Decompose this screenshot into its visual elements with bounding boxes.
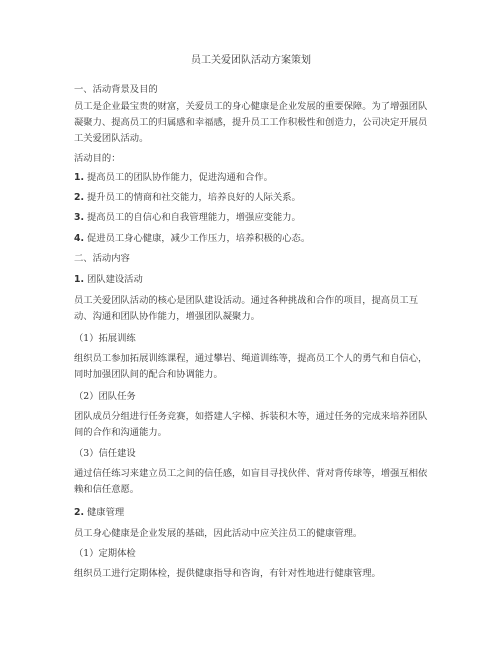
goal-item-1 bbox=[74, 170, 432, 186]
goal-text: 提高员工的团队协作能力，促进沟通和合作。 bbox=[86, 172, 273, 183]
item-title-text: 健康管理 bbox=[86, 507, 125, 518]
item1-sub3-text: 通过信任练习来建立员工之间的信任感，如盲目寻找伙伴、背对背传球等，增强互相依赖和信任意愿。 bbox=[74, 468, 428, 495]
document-title: 员工关爱团队活动方案策划 bbox=[191, 55, 311, 66]
item2-title bbox=[74, 505, 432, 521]
item-title-text: 团队建设活动 bbox=[86, 274, 143, 285]
item-number: 1. bbox=[74, 274, 85, 285]
goal-text: 提高员工的自信心和自我管理能力，增强应变能力。 bbox=[86, 212, 301, 223]
goal-number: 1. bbox=[74, 172, 85, 183]
goals-label: 活动目的： bbox=[74, 153, 121, 164]
goal-number: 4. bbox=[74, 233, 85, 244]
item1-sub2-title: （2）团队任务 bbox=[74, 391, 136, 402]
item1-sub1-title: （1）拓展训练 bbox=[74, 333, 136, 344]
item2-intro: 员工身心健康是企业发展的基础，因此活动中应关注员工的健康管理。 bbox=[74, 528, 363, 539]
item1-title bbox=[74, 272, 432, 288]
goal-text: 促进员工身心健康，减少工作压力，培养积极的心态。 bbox=[86, 233, 311, 244]
item1-sub2-text: 团队成员分组进行任务竞赛，如搭建人字梯、拆装积木等，通过任务的完成来培养团队间的合作和沟通能力。 bbox=[74, 411, 428, 438]
item2-sub1-title: （1）定期体检 bbox=[74, 548, 136, 559]
goal-text: 提升员工的情商和社交能力，培养良好的人际关系。 bbox=[86, 192, 301, 203]
item1-sub3-title: （3）信任建设 bbox=[74, 448, 136, 459]
goal-number: 2. bbox=[74, 192, 85, 203]
section1-intro: 员工是企业最宝贵的财富，关爱员工的身心健康是企业发展的重要保障。为了增强团队凝聚力、提高员工的归属感和幸福感，提升员工工作积极性和创造力，公司决定开展员工关爱团队活动。 bbox=[74, 101, 428, 144]
item1-sub1-text: 组织员工参加拓展训练课程，通过攀岩、绳道训练等，提高员工个人的勇气和自信心，同时加强团队间的配合和协调能力。 bbox=[74, 353, 428, 380]
item1-intro: 员工关爱团队活动的核心是团队建设活动。通过各种挑战和合作的项目，提高员工互动、沟通和团队协作能力，增强团队凝聚力。 bbox=[74, 295, 418, 322]
item-number: 2. bbox=[74, 507, 85, 518]
goal-item-3 bbox=[74, 210, 432, 226]
item2-sub1-text: 组织员工进行定期体检，提供健康指导和咨询，有针对性地进行健康管理。 bbox=[74, 568, 381, 579]
goal-number: 3. bbox=[74, 212, 85, 223]
section1-heading: 一、活动背景及目的 bbox=[74, 84, 158, 95]
goal-item-4 bbox=[74, 231, 432, 247]
section2-heading: 二、活动内容 bbox=[74, 253, 130, 264]
goal-item-2 bbox=[74, 190, 432, 206]
